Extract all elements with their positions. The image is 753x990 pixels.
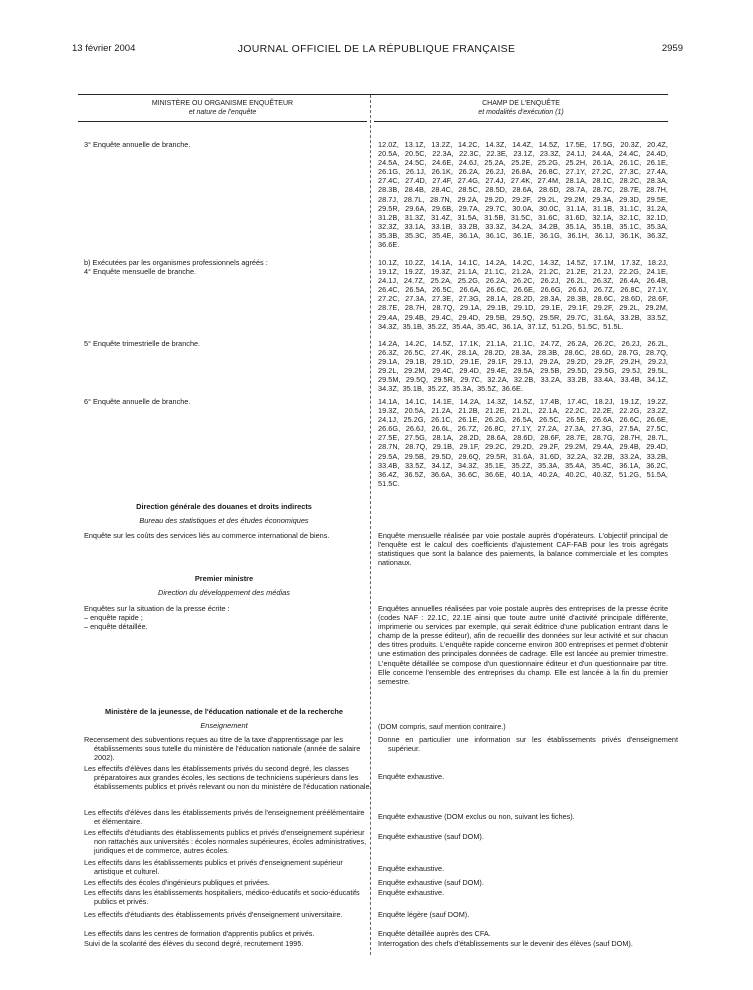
column-header-ministere-line2: et nature de l'enquête — [188, 108, 257, 116]
section-subtitle-text: Enseignement — [200, 721, 248, 730]
row-description: Enquête légère (sauf DOM). — [378, 910, 470, 919]
row-label: Les effectifs d'étudiants des établissements publics et privés d'enseignement supérieur non rattachés aux universités : écoles normales supérieures, écoles administratives, juridiques et de commerce, autres écoles. — [84, 828, 367, 856]
organismes-heading: b) Exécutées par les organismes professionnels agréés : — [84, 258, 268, 267]
row-label: Recensement des subventions reçues au titre de la taxe d'apprentissage par les établissements sous tutelle du ministère de l'éducation nationale (année de salaire 2002). — [84, 735, 361, 763]
section-subtitle-text: Direction du développement des médias — [158, 588, 290, 597]
naf-codes: 12.0Z, 13.1Z, 13.2Z, 14.2C, 14.3Z, 14.4Z, 14.5Z, 17.5E, 17.5G, 20.3Z, 20.4Z, 20.5A, 20.5C, 22.3A, 22.3C, 22.3E, 23.1Z, 23.3Z, 24.1J, 24.4A, 24.4C, 24.4D, 24.5A, 24.5C, 24.6E, 24.6J, 25.2A, 25.2E, 25.2G, 25.2H, 26.1A, 26.1C, 26.1E, 26.1G, 26.1J, 26.1K, 26.2A, 26.2J, 26.8A, 26.8C, 27.1Y, 27.2C, 27.3C, 27.4A, 27.4C, 27.4D, 27.4F, 27.4G, 27.4J, 27.4K, 27.4M, 28.1A, 28.1C, 28.2C, 28.3A, 28.3B, 28.4B, 28.4C, 28.5C, 28.5D, 28.6A, 28.6D, 28.7A, 28.7C, 28.7E, 28.7H, 28.7J, 28.7L, 28.7N, 29.2A, 29.2D, 29.2F, 29.2L, 29.2M, 29.3A, 29.3D, 29.5E, 29.5R, 29.6A, 29.6B, 29.7A, 29.7C, 30.0A, 30.0C, 31.1A, 31.1B, 31.1C, 31.2A, 31.2B, 31.3Z, 31.4Z, 31.5A, 31.5B, 31.5C, 31.6C, 31.6D, 32.1A, 32.1C, 32.1D, 32.3Z, 33.1A, 33.1B, 33.2B, 33.3Z, 34.2A, 34.2B, 35.1A, 35.1B, 35.1C, 35.3A, 35.3B, 35.3C, 35.4E, 36.1A, 36.1C, 36.1E, 36.1G, 36.1H, 36.1J, 36.1K, 36.3Z, 36.6E. — [378, 140, 668, 250]
row-description: Enquête exhaustive (sauf DOM). — [378, 832, 484, 841]
row-description: Enquête exhaustive. — [378, 772, 445, 781]
row-label: 3° Enquête annuelle de branche. — [84, 140, 191, 149]
row-label-group — [84, 258, 362, 276]
row-label: Les effectifs d'élèves dans les établissements privés de l'enseignement préélémentaire et élémentaire. — [84, 808, 365, 827]
section-subtitle-text: Bureau des statistiques et des études économiques — [139, 516, 309, 525]
section-title — [78, 502, 370, 511]
section-title-text: Ministère de la jeunesse, de l'éducation nationale et de la recherche — [105, 707, 343, 716]
naf-codes: 14.1A, 14.1C, 14.1E, 14.2A, 14.3Z, 14.5Z, 17.4B, 17.4C, 18.2J, 19.1Z, 19.2Z, 19.3Z, 20.5A, 21.2A, 21.2B, 21.2E, 21.2L, 22.1A, 22.2C, 22.2E, 22.2G, 23.2Z, 24.1J, 25.2G, 26.1C, 26.1E, 26.2G, 26.5A, 26.5C, 26.5E, 26.6A, 26.6C, 26.6E, 26.6G, 26.6J, 26.6L, 26.7Z, 26.8C, 27.1Y, 27.2A, 27.3A, 27.3G, 27.5A, 27.5C, 27.5E, 27.5G, 28.1A, 28.2D, 28.6A, 28.6D, 28.6F, 28.7E, 28.7G, 28.7H, 28.7L, 28.7N, 28.7Q, 29.1B, 29.1F, 29.2C, 29.2D, 29.2F, 29.2M, 29.4A, 29.4B, 29.4D, 29.5A, 29.5B, 29.5D, 29.6Q, 29.5R, 31.6A, 31.6D, 32.2A, 32.2B, 33.2A, 33.2B, 33.4B, 33.5Z, 34.1Z, 34.3Z, 35.1E, 35.2Z, 35.3A, 35.4A, 35.4C, 36.1A, 36.2C, 36.4Z, 36.5Z, 36.6A, 36.6C, 36.6E, 40.1A, 40.2A, 40.2C, 40.3Z, 51.2G, 51.5A, 51.5C. — [378, 397, 668, 488]
column-header-ministere-line1: MINISTÈRE OU ORGANISME ENQUÊTEUR — [151, 100, 294, 107]
section-title-text: Direction générale des douanes et droits indirects — [136, 502, 312, 511]
row-label: Les effectifs des écoles d'ingénieurs publiques et privées. — [84, 878, 270, 887]
section-title-text: Premier ministre — [194, 574, 254, 583]
naf-codes: 14.2A, 14.2C, 14.5Z, 17.1K, 21.1A, 21.1C, 24.7Z, 26.2A, 26.2C, 26.2J, 26.2L, 26.3Z, 26.5C, 27.4K, 28.1A, 28.2D, 28.3A, 28.3B, 28.6C, 28.6D, 28.7G, 28.7Q, 29.1A, 29.1B, 29.1D, 29.1E, 29.1F, 29.1J, 29.2A, 29.2D, 29.2F, 29.2H, 29.2J, 29.2L, 29.2M, 29.4C, 29.4D, 29.4E, 29.5A, 29.5B, 29.5D, 29.5G, 29.5J, 29.5L, 29.5M, 29.5Q, 29.5R, 29.7C, 32.2A, 32.2B, 33.2A, 33.2B, 33.4A, 33.4B, 34.1Z, 34.3Z, 35.1B, 35.2Z, 35.3A, 35.5Z, 36.6E. — [378, 339, 668, 394]
row-label: Les effectifs dans les établissements hospitaliers, médico-éducatifs et socio-éducatifs publics et privés. — [84, 888, 360, 907]
naf-codes: 10.1Z, 10.2Z, 14.1A, 14.1C, 14.2A, 14.2C, 14.3Z, 14.5Z, 17.1M, 17.3Z, 18.2J, 19.1Z, 19.2Z, 19.3Z, 21.1A, 21.1C, 21.2A, 21.2C, 21.2E, 21.2J, 22.2G, 24.1E, 24.1J, 24.7Z, 25.2A, 25.2G, 26.2A, 26.2C, 26.2J, 26.2L, 26.3Z, 26.4A, 26.4B, 26.4C, 26.5A, 26.5C, 26.6A, 26.6C, 26.6E, 26.6G, 26.6J, 26.7Z, 26.8C, 27.1Y, 27.2C, 27.3A, 27.3E, 27.3G, 28.1A, 28.2D, 28.3A, 28.3B, 28.6C, 28.6D, 28.6F, 28.7E, 28.7H, 28.7Q, 29.1A, 29.1B, 29.1D, 29.1E, 29.1F, 29.2F, 29.2L, 29.2M, 29.4A, 29.4B, 29.4C, 29.4D, 29.5B, 29.5Q, 29.5R, 29.7C, 31.6A, 33.2B, 33.5Z, 34.3Z, 35.1B, 35.2Z, 35.4A, 35.4C, 36.1A, 37.1Z, 51.2G, 51.5C, 51.5L. — [378, 258, 668, 331]
row-label: 4° Enquête mensuelle de branche. — [84, 267, 197, 277]
row-description: Enquête exhaustive. — [378, 888, 445, 897]
column-header-champ — [374, 95, 668, 122]
journal-title: JOURNAL OFFICIEL DE LA RÉPUBLIQUE FRANÇAISE — [237, 43, 516, 55]
row-label: 6° Enquête annuelle de branche. — [84, 397, 191, 406]
section-subtitle — [78, 588, 370, 597]
page-date: 13 février 2004 — [72, 43, 136, 54]
section-title — [78, 707, 370, 716]
row-description: (DOM compris, sauf mention contraire.) — [378, 722, 506, 731]
row-label: Enquête sur les coûts des services liés au commerce international de biens. — [84, 531, 330, 540]
column-header-champ-line2: et modalités d'exécution (1) — [478, 108, 564, 116]
enquetes-table — [78, 94, 678, 955]
row-description: Enquête mensuelle réalisée par voie postale auprès d'opérateurs. L'objectif principal de l'enquête est le calcul des coefficients d'ajustement CAF-FAB pour les trois agrégats statistiques que sont la balance des paiements, la balance commerciale et les comptes nationaux. — [378, 531, 668, 568]
row-description: Enquêtes annuelles réalisées par voie postale auprès des entreprises de la presse écrite (codes NAF : 22.1C, 22.1E ainsi que toute autre unité d'activité principale différente, imprimerie ou services par exemple, qui serait éditrice d'une publication entrant dans le champ de la presse éditeur), afin de recueillir des données sur leur activité et sur chacun des titres produits. L'enquête rapide concerne environ 300 entreprises et permet d'obtenir une estimation des principales données de cadrage. Elle est lancée au premier trimestre. L'enquête détaillée se compose d'un questionnaire éditeur et d'un questionnaire par titre. Elle concerne l'ensemble des entreprises du champ. Elle est lancée à la fin du premier semestre. — [378, 604, 668, 686]
row-description: Interrogation des chefs d'établissements sur le devenir des élèves (sauf DOM). — [378, 939, 633, 948]
row-description: Enquête détaillée auprès des CFA. — [378, 929, 491, 938]
page-number: 2959 — [661, 43, 683, 54]
section-subtitle — [78, 516, 370, 525]
row-label-group — [84, 604, 362, 631]
row-description: Donne en particulier une information sur les établissements privés d'enseignement supérieur. — [378, 735, 678, 754]
row-label: Les effectifs d'élèves dans les établissements privés du second degré, les classes préparatoires aux grandes écoles, les sections de techniciens supérieurs dans les établissements publics et privés relevant ou non du ministère de l'éducation nationale. — [84, 764, 372, 792]
row-description: Enquête exhaustive. — [378, 864, 445, 873]
row-label: Les effectifs dans les centres de formation d'apprentis publics et privés. — [84, 929, 315, 938]
section-title — [78, 574, 370, 583]
row-label: Les effectifs dans les établissements publics et privés d'enseignement supérieur artistique et culturel. — [84, 858, 343, 877]
row-label: Suivi de la scolarité des élèves du second degré, recrutement 1995. — [84, 939, 304, 948]
section-subtitle — [78, 721, 370, 730]
list-item: – enquête rapide ; — [84, 613, 143, 623]
row-label: Enquêtes sur la situation de la presse écrite : — [84, 604, 230, 613]
column-header-ministere — [78, 95, 367, 122]
row-label: Les effectifs d'étudiants des établissements privés d'enseignement universitaire. — [84, 910, 343, 919]
row-description: Enquête exhaustive (DOM exclus ou non, suivant les fiches). — [378, 812, 575, 821]
list-item: – enquête détaillée. — [84, 622, 148, 632]
row-description: Enquête exhaustive (sauf DOM). — [378, 878, 484, 887]
column-header-champ-line1: CHAMP DE L'ENQUÊTE — [482, 100, 560, 107]
row-label: 5° Enquête trimestrielle de branche. — [84, 339, 201, 348]
